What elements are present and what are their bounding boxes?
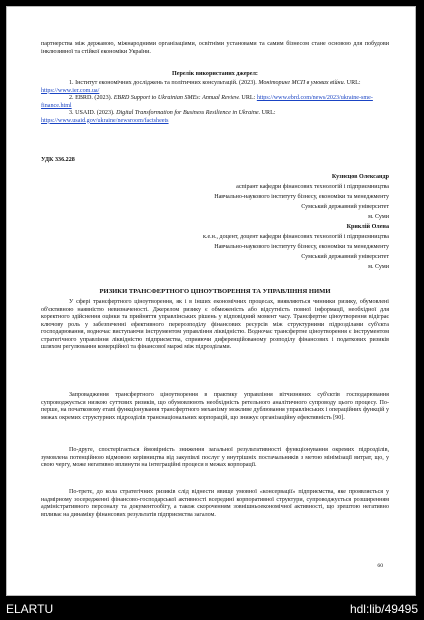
author-2-institute: Навчально-наукового інституту бізнесу, економіки та менеджменту — [214, 244, 389, 250]
page-number: 60 — [377, 563, 383, 569]
references-heading: Перелік використаних джерел: — [172, 71, 258, 77]
author-1-position: аспірант кафедри фінансових технологій і підприємництва — [236, 184, 389, 190]
document-page — [6, 6, 416, 596]
article-title: РИЗИКИ ТРАНСФЕРТНОГО ЦІНОУТВОРЕННЯ ТА УПРАВЛІННЯ НИМИ — [99, 288, 331, 295]
footer-handle: hdl:lib/49495 — [349, 602, 418, 616]
author-1-institute: Навчально-наукового інституту бізнесу, економіки та менеджменту — [214, 194, 389, 200]
body-paragraph-2: Запровадження трансфертного ціноутворення в практику управління вітчизняних суб'єктів господарювання супроводжується низкою суттєвих ризиків, що обумовлюють необхідність ретельного аналітичного супроводу цього процесу. По-перше, на початковому етапі функціонування трансфертного механізму можливе дублювання управлінських і операційних функцій у межах окремих структурних підрозділів транснаціональних корпорацій, що знижує організаційну ефективність [90]. — [41, 392, 389, 421]
body-paragraph-1: У сфері трансфертного ціноутворення, як і в інших економічних процесах, виявляються чинники ризику, обумовлені об'єктивною наявністю невизначеності. Джерелом ризику є обмеженість або відсутність повної інформації, необхідної для коректного здійснення оцінки та прийняття управлінських рішень у відповідний момент часу. Трансфертне ціноутворення відіграє ключову роль у забезпеченні ефективного перерозподілу фінансових ресурсів між структурними підрозділами суб'єкта господарювання, водночас виступаючи інструментом управління ліквідністю. Водночас трансфертне ціноутворення є інструментом стратегічного управління ліквідністю підприємства, сприяючи диференційованому розподілу фінансових і податкових ризиків шляхом регулювання комерційної та фінансової маржі між підрозділами. — [41, 299, 389, 350]
author-2-position: к.е.н., доцент, доцент кафедри фінансових технологій і підприємництва — [202, 234, 389, 240]
udk-code: УДК 336.228 — [41, 157, 75, 163]
body-paragraph-4: По-третє, до кола стратегічних ризиків слід віднести явище умовної «консервації» підприємства, яке проявляється у надмірному зосередженні фінансово-господарської активності всередині корпоративної структури, супроводжується розширенням адміністративного персоналу та документообігу, а також скороченням зовнішньоекономічної активності, що зрештою негативно впливає на динаміку фінансових результатів підприємства загалом. — [41, 489, 389, 518]
reference-item-1: 1. Інститут економічних досліджень та політичних консультацій. (2023). Моніторинг МСП в умовах війни. URL: https://www.ier.com.ua/ — [41, 80, 361, 94]
top-paragraph: партнерства між державою, міжнародними організаціями, освітніми установами та самим бізнесом стане основою для побудови інклюзивної та стійкої економіки України. — [41, 41, 389, 55]
author-1-city: м. Суми — [368, 214, 389, 220]
footer-repository-label: ELARTU — [6, 602, 54, 616]
author-2-university: Сумський державний університет — [301, 254, 389, 260]
reference-link-1[interactable]: https://www.ier.com.ua/ — [41, 87, 100, 94]
reference-item-3: 3. USAID. (2023). Digital Transformation for Business Resilience in Ukraine. URL: https://www.usaid.gov/ukraine/newsroom/factsheets — [41, 110, 276, 124]
author-1-university: Сумський державний університет — [301, 204, 389, 210]
body-paragraph-3: По-друге, спостерігається ймовірність зниження загальної результативності функціонування окремих підрозділів, зумовлена потенційною відмовою керівництва від закупівлі послуг у внутрішніх постачальників з метою мінімізації витрат, що, у свою чергу, може негативно вплинути на інтеграційні процеси в межах корпорації. — [41, 447, 389, 468]
author-2-name: Криклій Олена — [346, 224, 389, 230]
author-2-city: м. Суми — [368, 264, 389, 270]
reference-item-2: 2. EBRD. (2023). EBRD Support to Ukrainian SMEs: Annual Review. URL: https://www.ebrd.com/news/2023/ukraine-sme-finance.html — [41, 95, 373, 109]
author-1-name: Кузнєцов Олександр — [331, 174, 389, 180]
reference-link-3[interactable]: https://www.usaid.gov/ukraine/newsroom/factsheets — [41, 117, 169, 124]
reference-link-2[interactable]: https://www.ebrd.com/news/2023/ukraine-sme-finance.html — [41, 95, 373, 109]
